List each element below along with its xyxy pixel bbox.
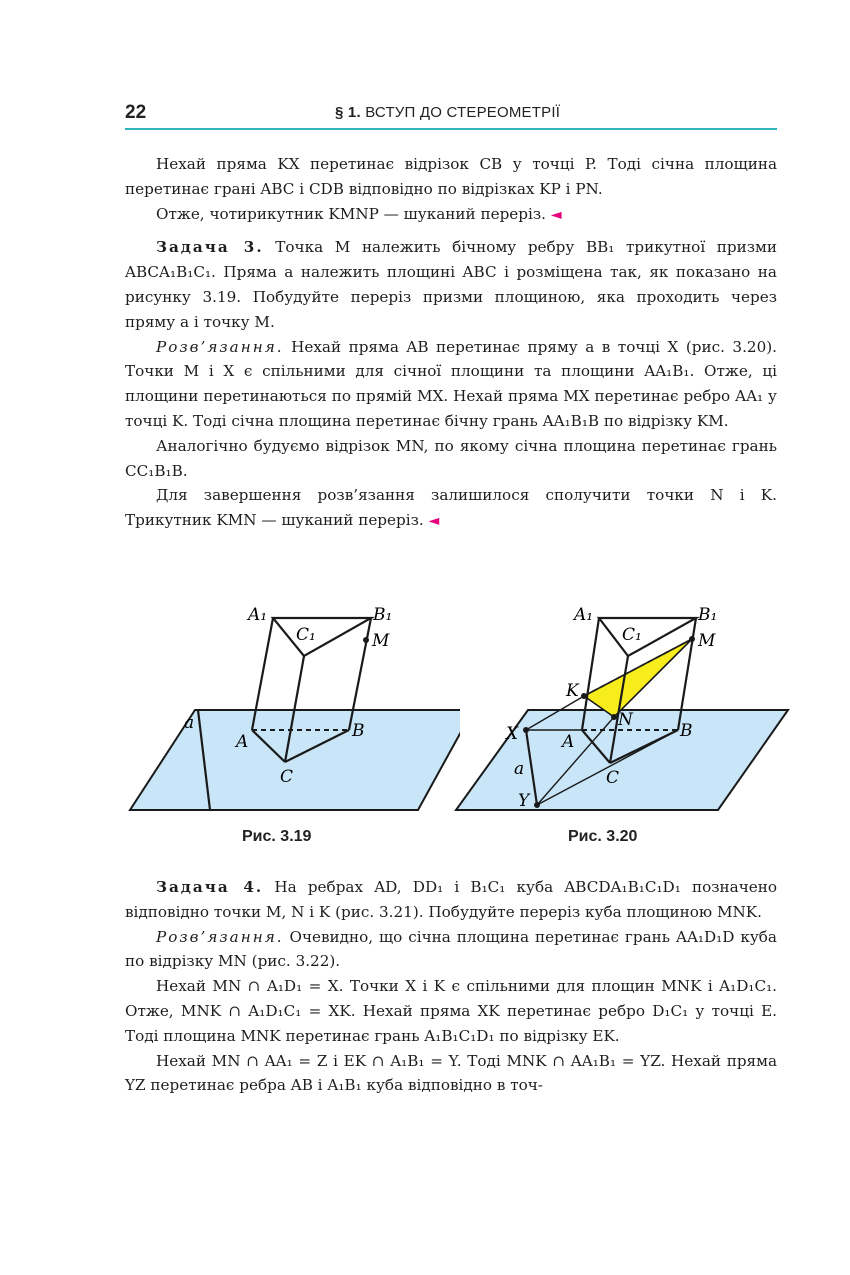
paragraph: Нехай пряма KX перетинає відрізок CB у точці P. Тоді січна площина перетинає грані ABC і CDB відповідно по відрізках KP і PN. (125, 155, 777, 198)
label-B: B (680, 721, 693, 741)
label-B1: B₁ (698, 605, 718, 625)
point-M (363, 637, 369, 643)
task3-label: Задача 3. (156, 238, 264, 257)
figure-caption: Рис. 3.19 (242, 828, 312, 845)
section-name: ВСТУП ДО СТЕРЕОМЕТРІЇ (365, 104, 561, 121)
label-M: M (698, 631, 716, 651)
label-A: A (562, 732, 575, 752)
task4-text: На ребрах AD, DD₁ і B₁C₁ куба ABCDA₁B₁C₁D₁ позначено відповідно точки M, N і K (рис. 3.21). Побудуйте переріз куба площиною MNK. (125, 878, 778, 921)
task3-statement (125, 235, 777, 334)
label-B: B (352, 721, 365, 741)
paragraph: Нехай MN ∩ A₁D₁ = X. Точки X і K є спільними для площин MNK і A₁D₁C₁. Отже, MNK ∩ A₁D₁C₁ = XK. Нехай пряма XK перетинає ребро D₁C₁ у точці E. Тоді площина MNK перетинає грань A₁B₁C₁D₁ по відрізку EK. (125, 977, 777, 1045)
figure-3-19 (120, 600, 460, 820)
label-a: a (184, 713, 195, 733)
label-C: C (280, 767, 294, 787)
label-A1: A₁ (574, 605, 594, 625)
label-X: X (506, 724, 519, 744)
label-Y: Y (518, 791, 530, 811)
task3-solution (125, 335, 777, 434)
solution-label: Розв’язання. (156, 927, 284, 946)
label-M: M (372, 631, 390, 651)
top-face (273, 618, 371, 656)
solution-label: Розв’язання. (156, 337, 284, 356)
end-marker: ◄ (550, 206, 562, 223)
label-K: K (566, 681, 579, 701)
header-rule (125, 128, 777, 130)
text-block-top (125, 152, 777, 534)
label-C1: C₁ (622, 625, 642, 645)
label-a: a (514, 759, 525, 779)
point-X (523, 727, 529, 733)
label-A1: A₁ (248, 605, 268, 625)
conclusion-text: Отже, чотирикутник KMNP — шуканий переріз. (156, 204, 546, 223)
section-title (335, 104, 560, 121)
task4-solution (125, 925, 777, 975)
solution-text: Нехай пряма AB перетинає пряму a в точці X (рис. 3.20). Точки M і X є спільними для січної площини та площини AA₁B₁. Отже, ці площини перетинаються по прямій MX. Нехай пряма MX перетинає ребро AA₁ у точці K. Тоді січна площина перетинає бічну грань AA₁B₁B по відрізку KM. (125, 337, 777, 430)
label-C: C (606, 768, 620, 788)
task4-statement (125, 875, 777, 925)
label-B1: B₁ (373, 605, 393, 625)
paragraph-conclusion (125, 483, 777, 534)
section-mark: § 1. (335, 104, 361, 121)
text-block-bottom (125, 875, 777, 1098)
page-header (125, 100, 777, 130)
solution-text: Очевидно, що січна площина перетинає грань AA₁D₁D куба по відрізку MN (рис. 3.22). (125, 927, 777, 971)
page-number: 22 (125, 102, 147, 123)
figure-3-20 (450, 600, 790, 820)
conclusion-text: Для завершення розв’язання залишилося сполучити точки N і K. Трикутник KMN — шуканий переріз. (125, 486, 777, 530)
point-Y (534, 802, 540, 808)
label-A: A (236, 732, 249, 752)
figure-caption: Рис. 3.20 (568, 828, 638, 845)
label-C1: C₁ (296, 625, 316, 645)
task3-text: Точка M належить бічному ребру BB₁ трикутної призми ABCA₁B₁C₁. Пряма a належить площині ABC і розміщена так, як показано на рисунку 3.19. Побудуйте переріз призми площиною, яка проходить через пряму a і точку M. (125, 238, 777, 331)
paragraph-conclusion (125, 202, 777, 228)
label-N: N (618, 710, 633, 730)
point-M (689, 636, 695, 642)
task4-label: Задача 4. (156, 878, 264, 896)
point-N (611, 714, 617, 720)
paragraph: Аналогічно будуємо відрізок MN, по якому січна площина перетинає грань CC₁B₁B. (125, 436, 777, 480)
plane (130, 710, 460, 810)
point-K (581, 693, 587, 699)
paragraph: Нехай MN ∩ AA₁ = Z і EK ∩ A₁B₁ = Y. Тоді MNK ∩ AA₁B₁ = YZ. Нехай пряма YZ перетинає ребра AB і A₁B₁ куба відповідно в точ- (125, 1051, 777, 1095)
end-marker: ◄ (428, 513, 440, 530)
